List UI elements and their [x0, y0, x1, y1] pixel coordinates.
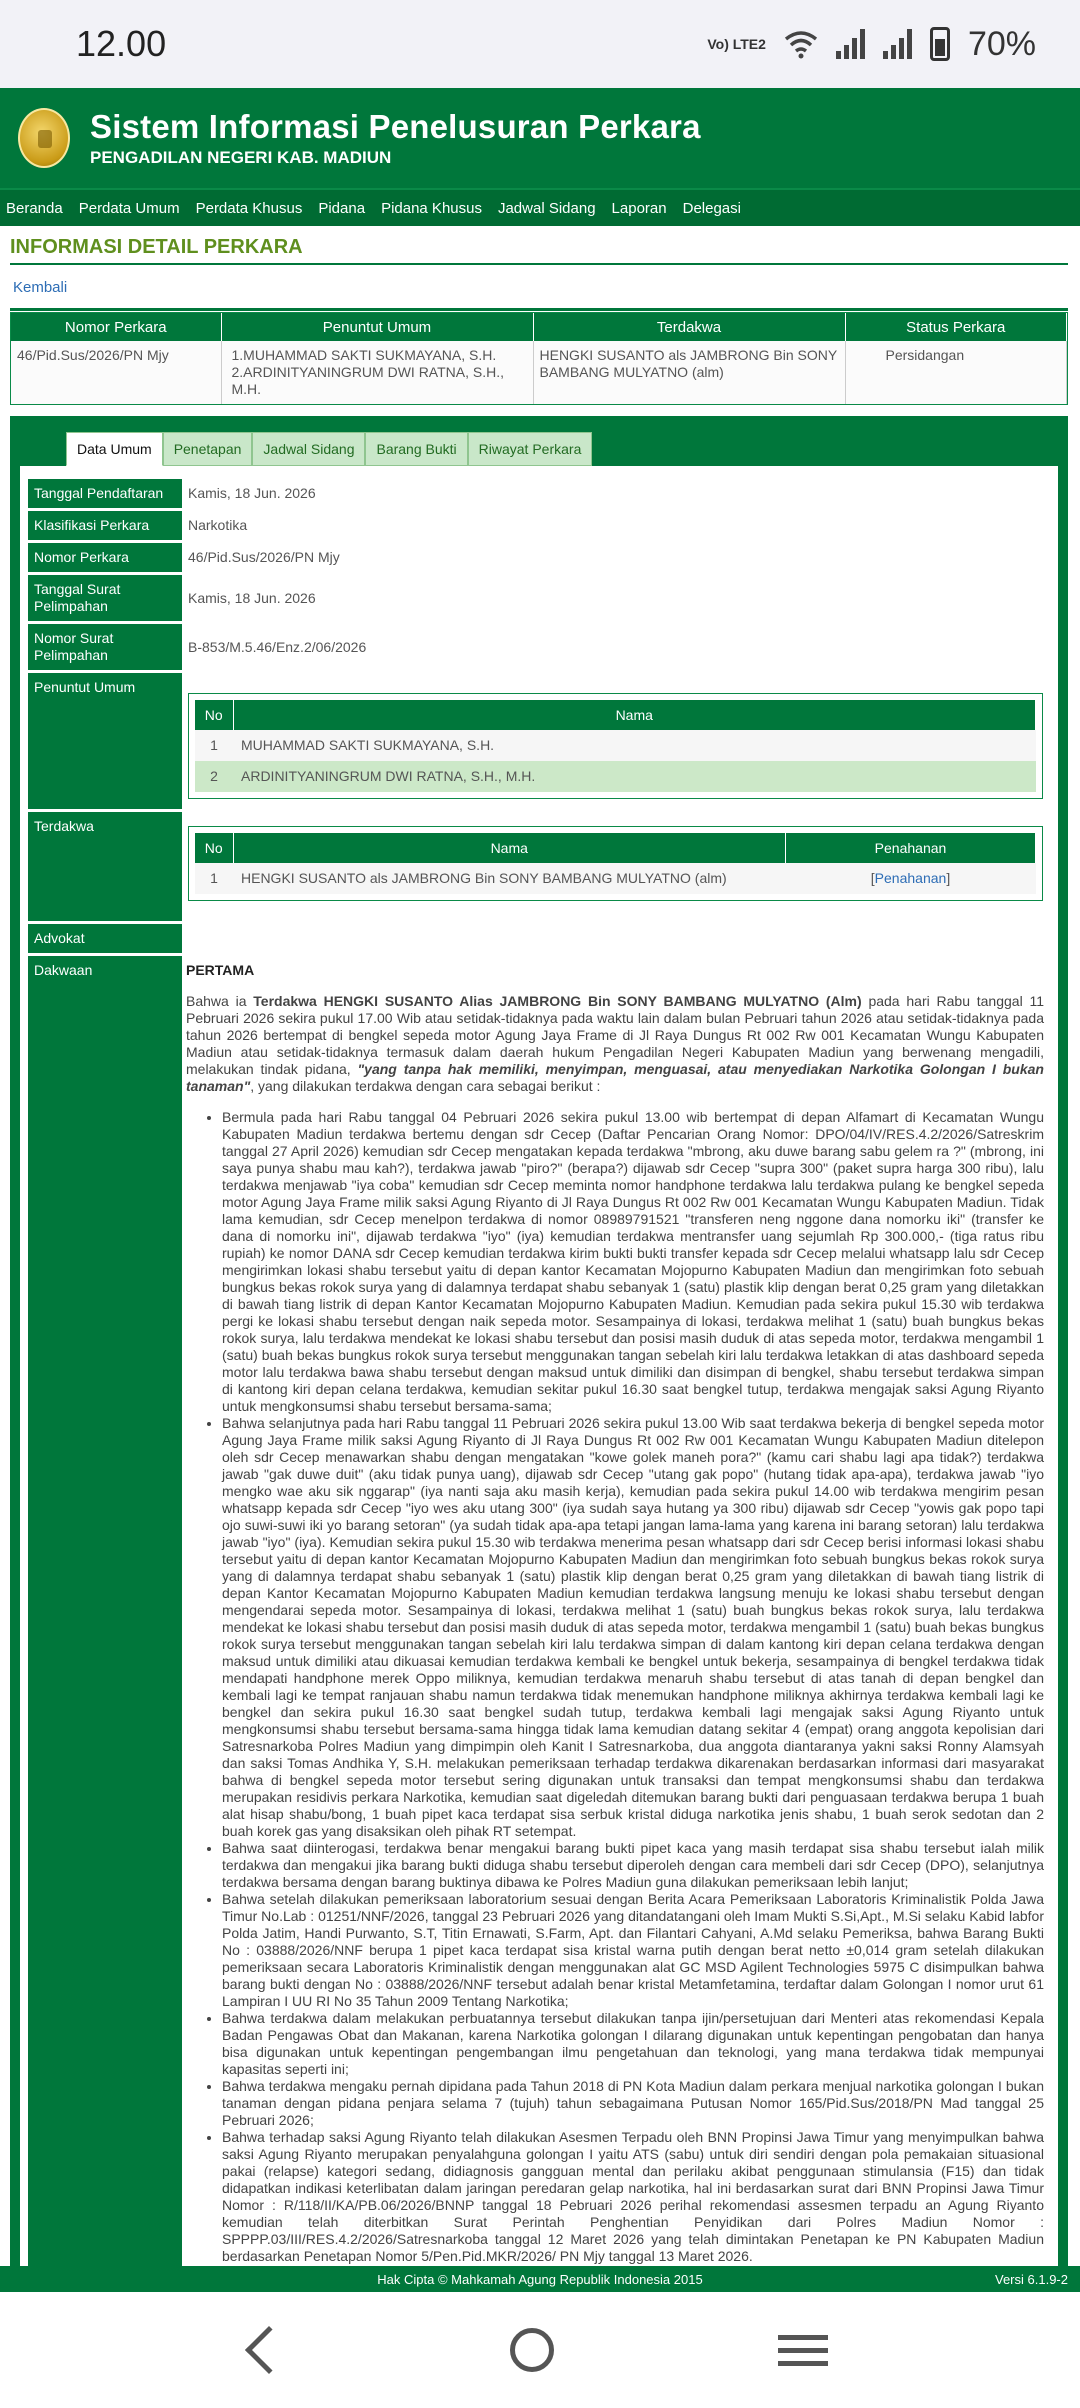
detail-table [28, 476, 1050, 2266]
penuntut-table [188, 693, 1043, 799]
label-tanggal-pendaftaran: Tanggal Pendaftaran [28, 479, 182, 508]
list-item: • Bahwa terdakwa dalam melakukan perbuatannya tersebut dilakukan tanpa ijin/persetujuan dari Menteri atas rekomendasi Kepala Badan Pengawas Obat dan Makanan, karena Narkotika golongan I dilarang digunakan untuk kepentingan pengobatan dan hanya bisa digunakan untuk kepentingan pengembangan ilmu pengetahuan dan teknologi, yang mana terdakwa tidak mempunyai kapasitas seperti ini; [222, 2010, 1044, 2078]
battery-percent: 70% [967, 24, 1036, 63]
dakwaan-text [182, 956, 1050, 2266]
summary-penuntut [221, 341, 533, 404]
value-dakwaan [182, 956, 1050, 2266]
dakwaan-points [222, 1109, 1044, 2265]
nav-perdata-umum[interactable]: Perdata Umum [78, 199, 180, 217]
nav-pidana[interactable]: Pidana [318, 199, 366, 217]
site-footer [0, 2266, 1080, 2292]
intro-bold: Terdakwa HENGKI SUSANTO Alias JAMBRONG Bin SONY BAMBANG MULYATNO (Alm) [253, 993, 862, 1009]
label-tanggal-surat: Tanggal Surat Pelimpahan [28, 575, 182, 621]
recents-icon[interactable] [778, 2327, 828, 2374]
table-row [195, 730, 1036, 761]
value-tanggal-surat: Kamis, 18 Jun. 2026 [188, 589, 316, 606]
terdakwa-nama: HENGKI SUSANTO als JAMBRONG Bin SONY BAMBANG MULYATNO (alm) [233, 863, 786, 894]
col-penuntut: Penuntut Umum [221, 313, 533, 341]
summary-status: Persidangan [845, 341, 1067, 404]
lte-icon: Vo) LTE2 [707, 35, 766, 52]
home-icon[interactable] [510, 2328, 554, 2372]
value-terdakwa [182, 812, 1050, 921]
label-penuntut-umum: Penuntut Umum [28, 673, 182, 809]
col-status: Status Perkara [845, 313, 1067, 341]
penuntut-no: 1 [195, 730, 233, 761]
wifi-icon [784, 29, 818, 59]
penuntut-nama: ARDINITYANINGRUM DWI RATNA, S.H., M.H. [233, 761, 1036, 792]
nav-laporan[interactable]: Laporan [611, 199, 667, 217]
penuntut-no: 2 [195, 761, 233, 792]
nav-beranda[interactable]: Beranda [6, 199, 63, 217]
dakwaan-heading: PERTAMA [186, 962, 255, 978]
divider [10, 308, 1068, 311]
label-advokat: Advokat [28, 924, 182, 953]
penuntut-col-no: No [195, 700, 233, 730]
status-icons [707, 25, 1036, 64]
intro-end: , yang dilakukan terdakwa dengan cara sebagai berikut : [250, 1078, 601, 1094]
label-terdakwa: Terdakwa [28, 812, 182, 921]
nav-delegasi[interactable]: Delegasi [682, 199, 741, 217]
col-terdakwa: Terdakwa [533, 313, 845, 341]
terdakwa-no: 1 [195, 863, 233, 894]
main-nav [0, 188, 1080, 226]
system-nav-bar [0, 2292, 1080, 2408]
penuntut-col-nama: Nama [233, 700, 1036, 730]
tab-content [20, 466, 1058, 2266]
table-row [11, 341, 1067, 404]
signal-2-icon [883, 29, 912, 59]
list-item: • Bahwa terdakwa mengaku pernah dipidana pada Tahun 2018 di PN Kota Madiun dalam perkara menjual narkotika golongan I bukan tanaman dengan pidana penjara selama 7 (tujuh) tahun sebagaimana Putusan Nomor 165/Pid.Sus/2018/PN Mad tanggal 25 Pebruari 2026; [222, 2078, 1044, 2129]
label-nomor-surat: Nomor Surat Pelimpahan [28, 624, 182, 670]
signal-icon [836, 29, 865, 59]
label-dakwaan: Dakwaan [28, 956, 182, 2266]
summary-penuntut-2: 2.ARDINITYANINGRUM DWI RATNA, S.H., M.H. [231, 364, 504, 397]
terdakwa-col-nama: Nama [233, 833, 786, 863]
terdakwa-col-penahanan: Penahanan [786, 833, 1036, 863]
list-item: • Bahwa terhadap saksi Agung Riyanto telah dilakukan Asesmen Terpadu oleh BNN Propinsi Jawa Timur yang menyimpulkan bahwa saksi Agung Riyanto merupakan penyalahguna golongan I yaitu ATS (sabu) untuk diri sendiri dengan pola pemakaian situasional pakai (relapse) kategori sedang, didiagnosis gangguan mental dan perilaku akibat penggunaan stimulansia (F15) dan tidak didapatkan indikasi keterlibatan dalam jaringan peredaran gelap narkotika, hal ini berdasarkan surat dari BNN Propinsi Jawa Timur Nomor : R/118/II/KA/PB.06/2026/BNNP tanggal 18 Pebruari 2026 perihal rekomendasi assesmen terpadu an Agung Riyanto kemudian telah diterbitkan Surat Perintah Penghentian Penyidikan dari Polres Madiun Nomor : SPPPP.03/III/RES.4.2/2026/Satresnarkoba tanggal 12 Maret 2026 yang telah dimintakan Penetapan ke PN Kabupaten Madiun berdasarkan Penetapan Nomor 5/Pen.Pid.MKR/2026/ PN Mjy tanggal 13 Maret 2026. [222, 2129, 1044, 2265]
site-header [0, 88, 1080, 188]
terdakwa-col-no: No [195, 833, 233, 863]
battery-icon [930, 27, 950, 61]
app-title: Sistem Informasi Penelusuran Perkara [90, 108, 701, 145]
table-row [195, 863, 1036, 894]
intro-italic: "yang tanpa hak memiliki, menyimpan, menguasai, atau menyediakan Narkotika Golongan I bukan tanaman" [186, 1061, 1044, 1094]
label-nomor-perkara: Nomor Perkara [28, 543, 182, 572]
value-klasifikasi: Narkotika [188, 517, 248, 533]
list-item: • Bahwa setelah dilakukan pemeriksaan laboratorium sesuai dengan Berita Acara Pemeriksaan Laboratoris Kriminalistik Polda Jawa Timur No.Lab : 01251/NNF/2026, tanggal 23 Pebruari 2026 yang ditandatangani oleh Imam Mukti S.Si,Apt., M.Si selaku Kabid labfor Polda Jatim, Handi Purwanto, S.T, Titin Ernawati, S.Farm, Apt. dan Filantari Cahyani, A.Md selaku Pemeriksa, bahwa Barang Bukti No : 03888/2026/NNF berupa 1 pipet kaca terdapat sisa kristal warna putih dengan berat netto ±0,014 gram setelah dilakukan pemeriksaan secara Laboratoris Kriminalistik dengan menggunakan alat GC MSD Agilent Technologies 5975 C disimpulkan bahwa barang bukti dengan No : 03888/2026/NNF tersebut adalah benar kristal Metamfetamina, terdaftar dalam Golongan I nomor urut 61 Lampiran I UU RI No 35 Tahun 2009 Tentang Narkotika; [222, 1891, 1044, 2010]
copyright: Hak Cipta © Mahkamah Agung Republik Indonesia 2015 [377, 2271, 703, 2287]
value-advokat [182, 924, 1050, 953]
court-logo-icon [18, 108, 70, 168]
tab-jadwal-sidang[interactable]: Jadwal Sidang [252, 432, 365, 466]
summary-nomor: 46/Pid.Sus/2026/PN Mjy [11, 341, 221, 404]
label-klasifikasi: Klasifikasi Perkara [28, 511, 182, 540]
status-time: 12.00 [76, 23, 167, 64]
nav-perdata-khusus[interactable]: Perdata Khusus [195, 199, 303, 217]
col-nomor: Nomor Perkara [11, 313, 221, 341]
terdakwa-table [188, 826, 1043, 901]
tab-bar [20, 432, 1058, 466]
dakwaan-intro [186, 993, 1044, 1095]
intro-post: pada hari Rabu tanggal 11 Pebruari 2026 sekira pukul 17.00 Wib atau setidak-tidaknya pada waktu lain dalam bulan Pebruari tahun 2026 atau setidak-tidaknya pada tahun 2026 bertempat di bengkel sepeda motor Agung Jaya Frame di Jl Raya Dungus Rt 002 Rw 001 Kecamatan Wungu Kabupaten Madiun atau setidak-tidaknya termasuk dalam daerah hukum Pengadilan Negeri Kabupaten Madiun yang berwenang mengadili, melakukan tindak pidana, [186, 993, 1044, 1077]
penahanan-link[interactable]: Penahanan [874, 870, 947, 886]
case-summary [10, 312, 1068, 405]
tab-data-umum[interactable]: Data Umum [66, 432, 163, 466]
tab-riwayat-perkara[interactable]: Riwayat Perkara [468, 432, 593, 466]
app-subtitle: PENGADILAN NEGERI KAB. MADIUN [90, 148, 392, 167]
penuntut-nama: MUHAMMAD SAKTI SUKMAYANA, S.H. [233, 730, 1036, 761]
status-bar [0, 0, 1080, 88]
terdakwa-penahanan: [Penahanan] [786, 863, 1036, 894]
nav-pidana-khusus[interactable]: Pidana Khusus [381, 199, 482, 217]
value-penuntut-umum [182, 673, 1050, 809]
summary-terdakwa: HENGKI SUSANTO als JAMBRONG Bin SONY BAMBANG MULYATNO (alm) [533, 341, 845, 404]
value-nomor-surat: B-853/M.5.46/Enz.2/06/2026 [188, 638, 367, 655]
back-link[interactable]: Kembali [13, 279, 68, 296]
tab-barang-bukti[interactable]: Barang Bukti [365, 432, 467, 466]
detail-panel [10, 416, 1068, 2266]
back-icon[interactable] [245, 2326, 293, 2374]
table-row [195, 761, 1036, 792]
value-tanggal-pendaftaran: Kamis, 18 Jun. 2026 [188, 485, 316, 501]
page-title: INFORMASI DETAIL PERKARA [10, 236, 1068, 265]
nav-jadwal-sidang[interactable]: Jadwal Sidang [497, 199, 596, 217]
version: Versi 6.1.9-2 [995, 2271, 1068, 2287]
list-item: • Bahwa selanjutnya pada hari Rabu tanggal 11 Pebruari 2026 sekira pukul 13.00 Wib saat terdakwa bekerja di bengkel sepeda motor Agung Jaya Frame milik saksi Agung Riyanto di Jl Raya Dungus Rt 002 Rw 001 Kecamatan Wungu Kabupaten Madiun ditelepon oleh sdr Cecep menawarkan shabu dengan mengatakan "kowe golek maneh pora?" (kamu cari shabu lagi apa tidak?) terdakwa jawab "gak duwe duit" (aku tidak punya uang), dijawab sdr Cecep "utang gak popo" (hutang tidak apa-apa), terdakwa jawab "iyo mengko wae aku sik nggarap" (iya nanti saja aku masih kerja), kemudian pada sekira pukul 14.00 wib terdakwa mengirim pesan whatsapp kepada sdr Cecep "iyo wes aku utang 300" (iya sudah saya hutang ya 300 ribu) dijawab sdr Cecep "yowis gak popo tapi ojo suwi-suwi iki yo barang setoran" (ya sudah tidak apa-apa tetapi jangan lama-lama yang karena ini barang setoran) lalu terdakwa jawab "iyo" (iya). Kemudian sekira pukul 15.30 wib terdakwa menerima pesan whatsapp dari sdr Cecep berisi informasi lokasi shabu tersebut yaitu di depan kantor Kecamatan Mojopurno Kabupaten Madiun dan mengirimkan foto sebuah bungkus bekas rokok surya yang di dalamnya terdapat shabu sebanyak 1 (satu) plastik klip dengan berat 0,25 gram yang diletakkan di bawah tiang listrik di depan Kantor Kecamatan Mojopurno Kabupaten Madiun kemudian terdakwa langsung menuju ke lokasi shabu tersebut dengan mengendarai sepeda motor. Sesampainya di lokasi, terdakwa melihat 1 (satu) buah bungkus bekas rokok surya, lalu terdakwa mendekat ke lokasi shabu tersebut dan posisi masih duduk di atas sepeda motor, terdakwa mengambil 1 (satu) buah bekas bungkus rokok surya tersebut menggunakan tangan sebelah kiri lalu terdakwa simpan di dalam kantong kiri depan celana terdakwa dengan maksud untuk dimiliki atau dikuasai kemudian terdakwa kembali ke bengkel untuk bekerja, sesampainya di bengkel terdakwa tidak mendapati handphone merek Oppo miliknya, kemudian terdakwa menaruh shabu tersebut di atas tanah di depan bengkel dan kembali lagi ke tempat ranjauan shabu namun terdakwa tidak menemukan handphone miliknya akhirnya terdakwa kembali lagi ke bengkel dan sekira pukul 16.30 saat bengkel sudah tutup, terdakwa kembali lagi mengajak saksi Agung Riyanto untuk mengkonsumsi shabu tersebut bersama-sama hingga tidak lama kemudian datang sekitar 4 (empat) orang anggota kepolisian dari Satresnarkoba Polres Madiun yang dimpimpin oleh Kanit I Satresnarkoba, dua anggota diantaranya yakni saksi Ronny Alamsyah dan saksi Tomas Andhika Y, S.H. melakukan pemeriksaan terhadap terdakwa dikarenakan berdasarkan informasi dari masyarakat bahwa di bengkel sepeda motor tersebut sering digunakan untuk transaksi dan tempat mengkonsumsi shabu dan terdakwa merupakan residivis perkara Narkotika, kemudian saat digeledah ditemukan barang bukti dari penguasaan terdakwa berupa 1 buah alat hisap shabu/bong, 1 buah pipet kaca terdapat sisa serbuk kristal diduga narkotika jenis shabu, 1 buah serok sedotan dan 2 buah korek gas yang disaksikan oleh pihak RT setempat. [222, 1415, 1044, 1840]
tab-penetapan[interactable]: Penetapan [163, 432, 253, 466]
list-item: • Bahwa saat diinterogasi, terdakwa benar mengakui barang bukti pipet kaca yang masih terdapat sisa shabu tersebut ialah milik terdakwa dan mengakui jika barang bukti diduga shabu tersebut diperoleh dengan cara membeli dari sdr Cecep (DPO), selanjutnya terdakwa bersama dengan barang buktinya dibawa ke Polres Madiun guna dilakukan pemeriksaan lebih lanjut; [222, 1840, 1044, 1891]
intro-pre: Bahwa ia [186, 993, 254, 1009]
page-header [10, 236, 1068, 311]
list-item: • Bermula pada hari Rabu tanggal 04 Pebruari 2026 sekira pukul 13.00 wib bertempat di depan Alfamart di Kecamatan Wungu Kabupaten Madiun terdakwa bertemu dengan sdr Cecep (Daftar Pencarian Orang Nomor: DPO/04/IV/RES.4.2/2026/Satreskrim tanggal 27 April 2026) kemudian sdr Cecep mengatakan kepada terdakwa "mbrong, aku duwe barang sabu gelem ra ?" (mbrong, ini saya punya shabu mau kah?), terdakwa jawab "piro?" (berapa?) dijawab sdr Cecep "supra 300" (paket supra harga 300 ribu), lalu terdakwa menjawab "iya coba" kemudian sdr Cecep meminta nomor handphone terdakwa lalu terdakwa pulang ke bengkel sepeda motor Agung Jaya Frame milik saksi Agung Riyanto di Jl Raya Dungus Rt 002 Rw 001 Kecamatan Wungu Kabupaten Madiun. Tidak lama kemudian, sdr Cecep menelpon terdakwa di nomor 08989791521 "transferen neng nggone dana nomorku iki" (transfer ke dana di nomorku ini", dijawab terdakwa "iyo" (iya) kemudian terdakwa mentransfer uang sejumlah Rp 300.000,- (tiga ratus ribu rupiah) ke nomor DANA sdr Cecep kemudian terdakwa kirim bukti bukti transfer kepada sdr Cecep melalui whatsapp lalu sdr Cecep mengirimkan lokasi shabu tersebut yaitu di depan kantor Kecamatan Mojopurno Kabupaten Madiun dan mengirimkan foto sebuah bungkus bekas rokok surya yang di dalamnya terdapat shabu sebanyak 1 (satu) plastik klip dengan berat 0,25 gram yang diletakkan di bawah tiang listrik di depan Kantor Kecamatan Mojopurno Kabupaten Madiun. Kemudian pada sekira pukul 15.30 wib terdakwa pergi ke lokasi shabu tersebut dengan naik sepeda motor. Sesampainya di lokasi, terdakwa melihat 1 (satu) buah bungkus bekas rokok surya, lalu terdakwa mendekat ke lokasi shabu tersebut dan posisi masih duduk di atas sepeda motor, terdakwa mengambil 1 (satu) buah bekas bungkus rokok surya tersebut menggunakan tangan sebelah kiri lalu terdakwa letakkan di atas dashboard sepeda motor lalu terdakwa bawa shabu tersebut dengan maksud untuk dimiliki dan disimpan di bengkel, shabu tersebut terdakwa simpan di kantong kiri depan celana terdakwa, kemudian sekitar pukul 16.30 saat bengkel tutup, terdakwa mengajak saksi Agung Riyanto untuk mengkonsumsi shabu tersebut bersama-sama; [222, 1109, 1044, 1415]
value-nomor-perkara: 46/Pid.Sus/2026/PN Mjy [188, 549, 340, 565]
summary-penuntut-1: 1.MUHAMMAD SAKTI SUKMAYANA, S.H. [231, 347, 497, 363]
